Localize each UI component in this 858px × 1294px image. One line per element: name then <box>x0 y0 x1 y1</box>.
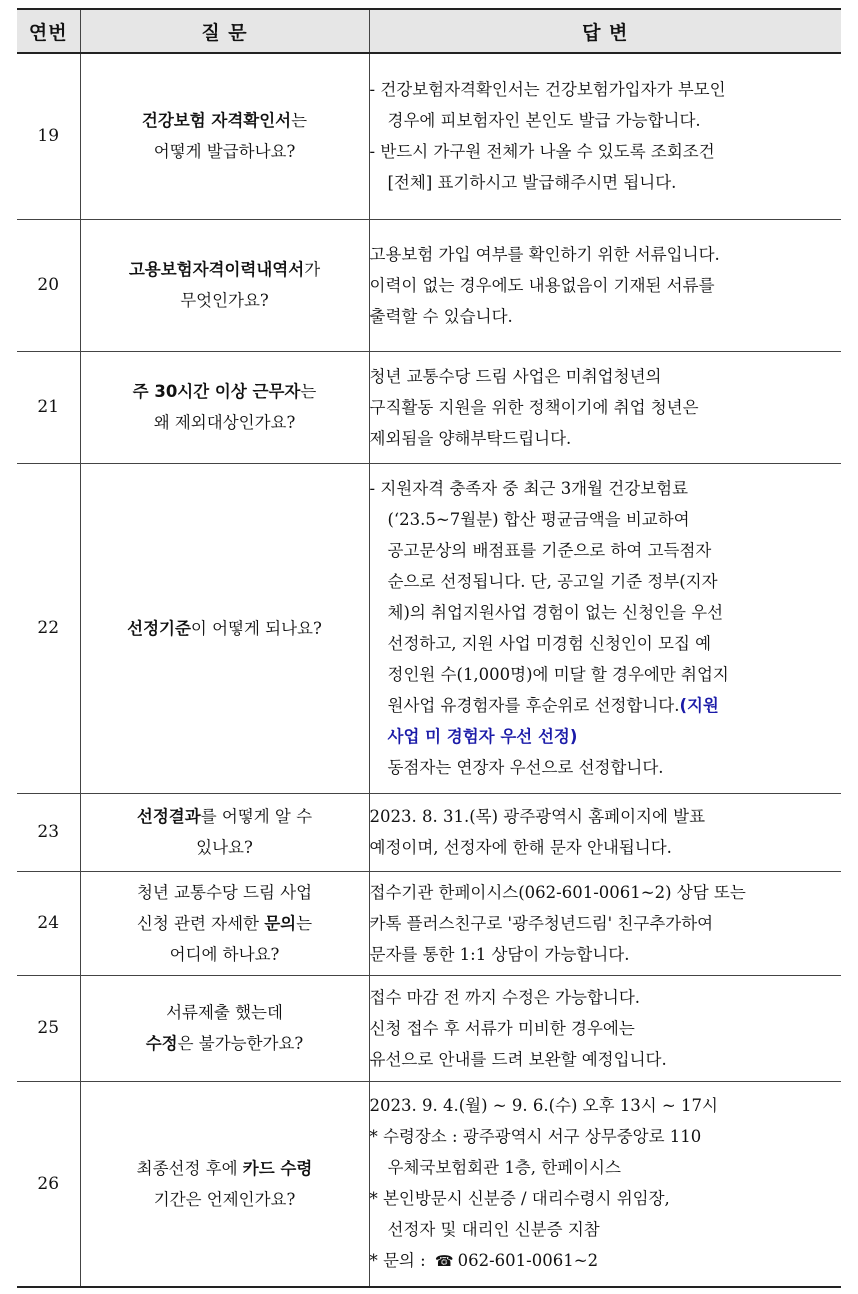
answer-line: 제외됨을 양해부탁드립니다. <box>369 428 572 448</box>
answer-line: 유선으로 안내를 드려 보완할 예정입니다. <box>369 1049 667 1069</box>
answer-cell <box>369 871 841 975</box>
header-no: 연번 <box>17 9 80 53</box>
answer-cell <box>369 219 841 351</box>
answer-line: [전체] 표기하시고 발급해주시면 됩니다. <box>387 173 677 193</box>
answer-highlight: 사업 미 경험자 우선 선정) <box>387 727 578 746</box>
question-cell <box>80 463 369 793</box>
question-keyword: 주 30시간 이상 근무자 <box>132 382 301 401</box>
answer-line: 공고문상의 배점표를 기준으로 하여 고득점자 <box>387 541 712 560</box>
question-text: 가 <box>304 260 321 279</box>
answer-line: 구직활동 지원을 위한 정책이기에 취업 청년은 <box>369 397 699 417</box>
question-text: 는 <box>300 382 317 401</box>
answer-line: 문자를 통한 1:1 상담이 가능합니다. <box>369 944 630 964</box>
question-keyword: 문의 <box>264 913 297 933</box>
question-text: 있나요? <box>196 838 253 857</box>
answer-line: * 본인방문시 신분증 / 대리수령시 위임장, <box>369 1189 670 1209</box>
answer-cell <box>369 463 841 793</box>
row-number: 19 <box>17 53 80 219</box>
answer-line: 접수기관 한페이시스(062-601-0061~2) 상담 또는 <box>369 882 746 902</box>
row-number: 25 <box>17 975 80 1081</box>
answer-cell <box>369 1081 841 1287</box>
table-row <box>17 53 841 219</box>
question-text: 청년 교통수당 드림 사업 <box>136 882 313 902</box>
table-row <box>17 871 841 975</box>
question-cell <box>80 53 369 219</box>
answer-cell <box>369 53 841 219</box>
question-text: 무엇인가요? <box>180 291 269 310</box>
question-cell <box>80 351 369 463</box>
header-question: 질 문 <box>80 9 369 53</box>
question-cell <box>80 219 369 351</box>
question-text: 신청 관련 자세한 <box>136 913 265 933</box>
table-row <box>17 1081 841 1287</box>
answer-line: - 건강보험자격확인서는 건강보험가입자가 부모인 <box>369 80 726 100</box>
question-text: 은 불가능한가요? <box>177 1034 304 1053</box>
table-row <box>17 463 841 793</box>
answer-line: 2023. 8. 31.(목) 광주광역시 홈페이지에 발표 <box>369 807 706 826</box>
answer-line: * 수령장소 : 광주광역시 서구 상무중앙로 110 <box>369 1127 702 1147</box>
answer-line: 이력이 없는 경우에도 내용없음이 기재된 서류를 <box>369 275 715 295</box>
answer-cell <box>369 975 841 1081</box>
question-text: 왜 제외대상인가요? <box>153 413 296 432</box>
answer-line: - 지원자격 충족자 중 최근 3개월 건강보험료 <box>369 479 689 498</box>
answer-highlight: (지원 <box>679 696 719 715</box>
phone-number: 062-601-0061~2 <box>457 1251 599 1271</box>
question-text: 이 어떻게 되나요? <box>190 618 322 638</box>
answer-line: 고용보험 가입 여부를 확인하기 위한 서류입니다. <box>369 244 720 264</box>
row-number: 22 <box>17 463 80 793</box>
header-row <box>17 9 841 53</box>
question-text: 는 <box>291 111 308 131</box>
question-text: 최종선정 후에 <box>136 1158 243 1178</box>
answer-line: 신청 접수 후 서류가 미비한 경우에는 <box>369 1018 635 1038</box>
answer-line: - 반드시 가구원 전체가 나올 수 있도록 조회조건 <box>369 142 715 162</box>
header-answer: 답 변 <box>369 9 841 53</box>
question-keyword: 건강보험 자격확인서 <box>141 111 292 131</box>
question-text: 어떻게 발급하나요? <box>153 142 296 162</box>
question-cell <box>80 871 369 975</box>
answer-cell <box>369 351 841 463</box>
question-text: 어디에 하나요? <box>169 944 280 964</box>
row-number: 23 <box>17 793 80 871</box>
answer-line: 선정하고, 지원 사업 미경험 신청인이 모집 예 <box>387 634 712 653</box>
answer-line: 체)의 취업지원사업 경험이 없는 신청인을 우선 <box>387 603 724 622</box>
answer-line: 정인원 수(1,000명)에 미달 할 경우에만 취업지 <box>387 665 729 684</box>
answer-line: 출력할 수 있습니다. <box>369 306 513 326</box>
row-number: 21 <box>17 351 80 463</box>
question-cell <box>80 793 369 871</box>
question-text: 서류제출 했는데 <box>166 1003 283 1022</box>
question-cell <box>80 1081 369 1287</box>
row-number: 26 <box>17 1081 80 1287</box>
answer-line: 원사업 유경험자를 후순위로 선정합니다. <box>387 696 680 715</box>
question-text: 는 <box>296 913 313 933</box>
question-keyword: 선정결과 <box>136 807 201 826</box>
table-row <box>17 793 841 871</box>
answer-line: 예정이며, 선정자에 한해 문자 안내됩니다. <box>369 838 672 857</box>
question-keyword: 수정 <box>145 1034 178 1053</box>
table-row <box>17 975 841 1081</box>
faq-table <box>17 8 841 1288</box>
answer-line: * 문의 : <box>369 1251 431 1271</box>
answer-line: 경우에 피보험자인 본인도 발급 가능합니다. <box>387 111 701 131</box>
answer-line: 동점자는 연장자 우선으로 선정합니다. <box>387 758 664 777</box>
answer-line: 순으로 선정됩니다. 단, 공고일 기준 정부(지자 <box>387 572 718 591</box>
answer-line: 우체국보험회관 1층, 한페이시스 <box>387 1158 621 1178</box>
telephone-icon: ☎ <box>434 1252 454 1271</box>
question-text: 를 어떻게 알 수 <box>200 807 313 826</box>
answer-cell <box>369 793 841 871</box>
row-number: 24 <box>17 871 80 975</box>
answer-line: (‘23.5~7월분) 합산 평균금액을 비교하여 <box>387 510 690 529</box>
question-cell <box>80 975 369 1081</box>
question-keyword: 선정기준 <box>127 618 191 638</box>
question-text: 기간은 언제인가요? <box>153 1189 296 1209</box>
answer-line: 선정자 및 대리인 신분증 지참 <box>387 1220 600 1240</box>
answer-line: 청년 교통수당 드림 사업은 미취업청년의 <box>369 366 662 386</box>
answer-line: 카톡 플러스친구로 '광주청년드림' 친구추가하여 <box>369 913 714 933</box>
answer-line: 2023. 9. 4.(월) ~ 9. 6.(수) 오후 13시 ~ 17시 <box>369 1096 718 1116</box>
table-row <box>17 351 841 463</box>
table-row <box>17 219 841 351</box>
answer-line: 접수 마감 전 까지 수정은 가능합니다. <box>369 987 641 1007</box>
question-keyword: 고용보험자격이력내역서 <box>128 260 305 279</box>
question-keyword: 카드 수령 <box>242 1158 313 1178</box>
row-number: 20 <box>17 219 80 351</box>
